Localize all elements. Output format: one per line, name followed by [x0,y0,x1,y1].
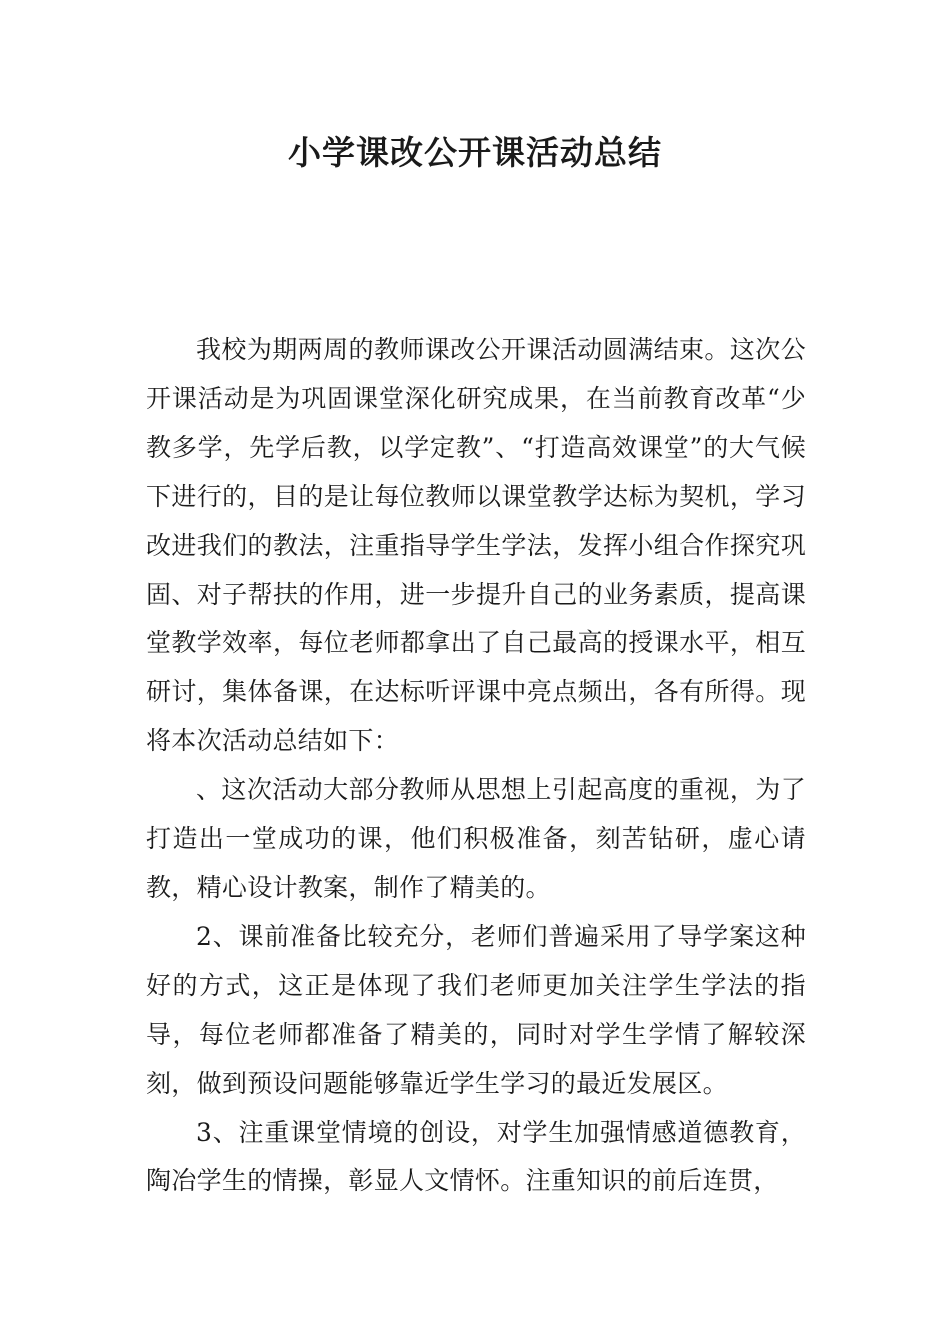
paragraph-point-1: 、这次活动大部分教师从思想上引起高度的重视，为了打造出一堂成功的课，他们积极准备，刻苦钻研，虚心请教，精心设计教案，制作了精美的。 [146,775,806,902]
paragraph-point-2: 2、课前准备比较充分，老师们普遍采用了导学案这种好的方式，这正是体现了我们老师更加关注学生学法的指导，每位老师都准备了精美的，同时对学生学情了解较深刻，做到预设问题能够靠近学生学习的最近发展区。 [146,921,806,1098]
document-title: 小学课改公开课活动总结 [288,133,662,172]
document-body [146,326,806,1206]
paragraph-point-3: 3、注重课堂情境的创设，对学生加强情感道德教育，陶冶学生的情操，彰显人文情怀。注重知识的前后连贯， [146,1117,806,1196]
paragraph-intro: 我校为期两周的教师课改公开课活动圆满结束。这次公开课活动是为巩固课堂深化研究成果，在当前教育改革“少教多学，先学后教，以学定教”、“打造高效课堂”的大气候下进行的，目的是让每位教师以课堂教学达标为契机，学习改进我们的教法，注重指导学生学法，发挥小组合作探究巩固、对子帮扶的作用，进一步提升自己的业务素质，提高课堂教学效率，每位老师都拿出了自己最高的授课水平，相互研讨，集体备课，在达标听评课中亮点频出，各有所得。现将本次活动总结如下： [146,335,806,756]
